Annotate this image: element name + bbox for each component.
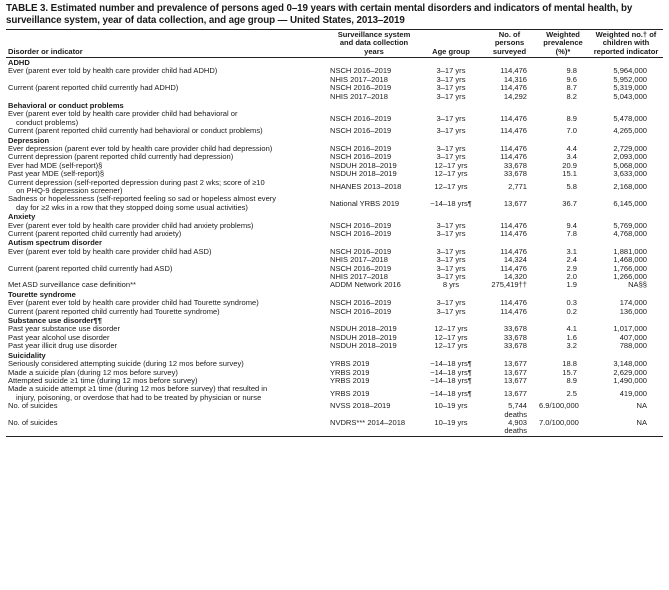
age-cell: 3–17 yrs bbox=[436, 298, 466, 308]
persons-cell: 4,903 deaths bbox=[504, 417, 527, 436]
system-cell: NSDUH 2018–2019 bbox=[330, 324, 397, 334]
age-cell: 3–17 yrs bbox=[436, 126, 466, 136]
indicator-label: Past year illicit drug use disorder bbox=[8, 341, 118, 351]
prevalence-cell: 15.7 bbox=[562, 367, 577, 377]
section-heading: Autism spectrum disorder bbox=[8, 238, 102, 248]
system-cell: ADDM Network 2016 bbox=[330, 280, 401, 290]
header-system: Surveillance system and data collection years bbox=[337, 30, 411, 56]
persons-cell: 33,678 bbox=[503, 332, 527, 342]
prevalence-cell: 7.8 bbox=[566, 229, 577, 239]
age-cell: 3–17 yrs bbox=[436, 91, 466, 101]
age-cell: 12–17 yrs bbox=[434, 332, 468, 342]
prevalence-cell: 8.9 bbox=[566, 375, 577, 385]
indicator-label: Current (parent reported child currently had ASD) bbox=[8, 263, 173, 273]
system-cell: YRBS 2019 bbox=[330, 367, 370, 377]
system-cell: NSCH 2016–2019 bbox=[330, 143, 392, 153]
indicator-label: Ever depression (parent ever told by health care provider child had depression) bbox=[8, 143, 273, 153]
age-cell: 3–17 yrs bbox=[436, 272, 466, 282]
header-disorder: Disorder or indicator bbox=[8, 46, 83, 56]
age-cell: 3–17 yrs bbox=[436, 263, 466, 273]
system-cell: NSCH 2016–2019 bbox=[330, 83, 392, 93]
indicator-label: Met ASD surveillance case definition** bbox=[8, 280, 136, 290]
header-age: Age group bbox=[432, 46, 470, 56]
prevalence-cell: 0.2 bbox=[566, 306, 577, 316]
prevalence-cell: 9.4 bbox=[566, 220, 577, 230]
age-cell: 3–17 yrs bbox=[436, 229, 466, 239]
prevalence-cell: 6.9/100,000 bbox=[539, 401, 579, 411]
table-row bbox=[6, 402, 663, 419]
age-cell: ~14–18 yrs¶ bbox=[430, 198, 472, 208]
persons-cell: 114,476 bbox=[500, 126, 527, 136]
section-heading: Anxiety bbox=[8, 212, 36, 222]
age-cell: 8 yrs bbox=[442, 280, 460, 290]
indicator-label: Past year substance use disorder bbox=[8, 324, 121, 334]
header-prevalence: Weighted prevalence (%)* bbox=[543, 30, 583, 56]
weighted-no-cell: 5,319,000 bbox=[613, 83, 647, 93]
indicator-label: Current (parent reported child currently had behavioral or conduct problems) bbox=[8, 126, 263, 136]
prevalence-cell: 8.9 bbox=[566, 113, 577, 123]
system-cell: NSDUH 2018–2019 bbox=[330, 169, 397, 179]
persons-cell: 114,476 bbox=[500, 246, 527, 256]
weighted-no-cell: 1,881,000 bbox=[613, 246, 647, 256]
prevalence-cell: 2.0 bbox=[566, 272, 577, 282]
indicator-label: Past year MDE (self-report)§ bbox=[8, 169, 105, 179]
indicator-label: Current (parent reported child currently had ADHD) bbox=[8, 83, 179, 93]
section-heading: Behavioral or conduct problems bbox=[8, 100, 124, 110]
indicator-cell bbox=[6, 230, 328, 238]
prevalence-cell: 4.1 bbox=[566, 324, 577, 334]
weighted-no-cell: 1,490,000 bbox=[613, 375, 647, 385]
table-row bbox=[6, 308, 663, 316]
prevalence-cell: 8.7 bbox=[566, 83, 577, 93]
system-cell: YRBS 2019 bbox=[330, 375, 370, 385]
indicator-label-continued: injury, poisoning, or overdose that had to be treated by physician or nurse bbox=[16, 392, 262, 402]
age-cell: 3–17 yrs bbox=[436, 74, 466, 84]
age-cell: 3–17 yrs bbox=[436, 306, 466, 316]
persons-cell: 33,678 bbox=[503, 160, 527, 170]
age-cell: 12–17 yrs bbox=[434, 169, 468, 179]
indicator-label: Ever (parent ever told by health care provider child had ASD) bbox=[8, 246, 212, 256]
system-cell: NSCH 2016–2019 bbox=[330, 126, 392, 136]
data-table bbox=[6, 29, 663, 436]
prevalence-cell: 18.8 bbox=[562, 359, 577, 369]
age-cell: 3–17 yrs bbox=[436, 113, 466, 123]
persons-cell: 114,476 bbox=[500, 83, 527, 93]
indicator-cell bbox=[6, 93, 328, 101]
weighted-no-cell: 788,000 bbox=[619, 341, 647, 351]
persons-cell: 114,476 bbox=[500, 113, 527, 123]
system-cell: NSDUH 2018–2019 bbox=[330, 332, 397, 342]
weighted-no-cell: 5,952,000 bbox=[613, 74, 647, 84]
indicator-label: Ever (parent ever told by health care provider child had anxiety problems) bbox=[8, 220, 254, 230]
header-weighted-no: Weighted no.† of children with reported indicator bbox=[593, 30, 659, 56]
weighted-no-cell: 1,766,000 bbox=[613, 263, 647, 273]
indicator-label-continued: day for ≥2 wks in a row that they stopped doing some usual activities) bbox=[16, 202, 248, 212]
persons-cell: 275,419†† bbox=[491, 280, 527, 290]
weighted-no-cell: 3,633,000 bbox=[613, 169, 647, 179]
persons-cell: 114,476 bbox=[500, 263, 527, 273]
indicator-cell bbox=[6, 281, 328, 289]
indicator-cell bbox=[6, 179, 328, 196]
indicator-label: Ever had MDE (self-report)§ bbox=[8, 160, 103, 170]
indicator-cell bbox=[6, 265, 328, 273]
persons-cell: 33,678 bbox=[503, 341, 527, 351]
indicator-cell bbox=[6, 248, 328, 256]
indicator-label: Ever (parent ever told by health care provider child had ADHD) bbox=[8, 66, 218, 76]
age-cell: 3–17 yrs bbox=[436, 152, 466, 162]
weighted-no-cell: NA bbox=[636, 401, 647, 411]
indicator-label: Sadness or hopelessness (self-reported feeling so sad or hopeless almost every bbox=[8, 194, 277, 204]
section-heading: Tourette syndrome bbox=[8, 289, 76, 299]
age-cell: 12–17 yrs bbox=[434, 160, 468, 170]
age-cell: 3–17 yrs bbox=[436, 66, 466, 76]
persons-cell: 114,476 bbox=[500, 220, 527, 230]
prevalence-cell: 1.6 bbox=[566, 332, 577, 342]
system-cell: NSCH 2016–2019 bbox=[330, 306, 392, 316]
weighted-no-cell: 174,000 bbox=[619, 298, 647, 308]
age-cell: ~14–18 yrs¶ bbox=[430, 375, 472, 385]
persons-cell: 14,316 bbox=[503, 74, 527, 84]
indicator-cell bbox=[6, 385, 328, 402]
indicator-label: Made a suicide plan (during 12 mos before survey) bbox=[8, 367, 178, 377]
table-row bbox=[6, 195, 663, 212]
persons-cell: 13,677 bbox=[503, 375, 527, 385]
persons-cell: 114,476 bbox=[500, 152, 527, 162]
weighted-no-cell: 1,266,000 bbox=[613, 272, 647, 282]
weighted-no-cell: 4,265,000 bbox=[613, 126, 647, 136]
table-row bbox=[6, 179, 663, 196]
weighted-no-cell: 5,043,000 bbox=[613, 91, 647, 101]
indicator-label: Seriously considered attempting suicide (during 12 mos before survey) bbox=[8, 359, 244, 369]
system-cell: NSDUH 2018–2019 bbox=[330, 160, 397, 170]
weighted-no-cell: NA§§ bbox=[628, 280, 647, 290]
weighted-no-cell: 136,000 bbox=[619, 306, 647, 316]
indicator-cell bbox=[6, 127, 328, 135]
indicator-label: Current depression (parent reported child currently had depression) bbox=[8, 152, 234, 162]
weighted-no-cell: 1,017,000 bbox=[613, 324, 647, 334]
indicator-cell bbox=[6, 308, 328, 316]
system-cell: NSCH 2016–2019 bbox=[330, 220, 392, 230]
header-row bbox=[6, 30, 663, 58]
age-cell: 3–17 yrs bbox=[436, 83, 466, 93]
system-cell: NVDRS*** 2014–2018 bbox=[330, 417, 406, 427]
indicator-cell bbox=[6, 67, 328, 75]
indicator-cell bbox=[6, 342, 328, 350]
persons-cell: 114,476 bbox=[500, 229, 527, 239]
persons-cell: 5,744 deaths bbox=[504, 401, 527, 419]
system-cell: NSCH 2016–2019 bbox=[330, 229, 392, 239]
indicator-label: No. of suicides bbox=[8, 401, 58, 411]
system-cell: NHIS 2017–2018 bbox=[330, 272, 388, 282]
persons-cell: 13,677 bbox=[503, 367, 527, 377]
system-cell: NHIS 2017–2018 bbox=[330, 255, 388, 265]
indicator-label: Current (parent reported child currently had anxiety) bbox=[8, 229, 182, 239]
weighted-no-cell: 6,145,000 bbox=[613, 198, 647, 208]
age-cell: 12–17 yrs bbox=[434, 341, 468, 351]
indicator-label-continued: conduct problems) bbox=[16, 117, 79, 127]
prevalence-cell: 0.3 bbox=[566, 298, 577, 308]
indicator-label: Ever (parent ever told by health care provider child had Tourette syndrome) bbox=[8, 298, 259, 308]
age-cell: 3–17 yrs bbox=[436, 220, 466, 230]
prevalence-cell: 3.4 bbox=[566, 152, 577, 162]
age-cell: 3–17 yrs bbox=[436, 246, 466, 256]
system-cell: NHIS 2017–2018 bbox=[330, 91, 388, 101]
table-row bbox=[6, 281, 663, 289]
indicator-label: Past year alcohol use disorder bbox=[8, 332, 110, 342]
system-cell: NSCH 2016–2019 bbox=[330, 66, 392, 76]
prevalence-cell: 7.0/100,000 bbox=[539, 417, 579, 427]
persons-cell: 114,476 bbox=[500, 143, 527, 153]
indicator-cell bbox=[6, 419, 328, 436]
indicator-label: Made a suicide attempt ≥1 time (during 12 mos before survey) that resulted in bbox=[8, 384, 268, 394]
age-cell: ~14–18 yrs¶ bbox=[430, 359, 472, 369]
persons-cell: 13,677 bbox=[503, 359, 527, 369]
age-cell: 10–19 yrs bbox=[434, 417, 468, 427]
table-row bbox=[6, 110, 663, 127]
indicator-label: Current (parent reported child currently had Tourette syndrome) bbox=[8, 306, 220, 316]
persons-cell: 14,324 bbox=[503, 255, 527, 265]
prevalence-cell: 5.8 bbox=[566, 181, 577, 191]
section-heading: ADHD bbox=[8, 57, 30, 67]
indicator-cell bbox=[6, 402, 328, 419]
system-cell: NHIS 2017–2018 bbox=[330, 74, 388, 84]
prevalence-cell: 15.1 bbox=[562, 169, 577, 179]
indicator-cell bbox=[6, 195, 328, 212]
weighted-no-cell: 2,629,000 bbox=[613, 367, 647, 377]
system-cell: NSCH 2016–2019 bbox=[330, 298, 392, 308]
persons-cell: 33,678 bbox=[503, 324, 527, 334]
persons-cell: 13,677 bbox=[503, 388, 527, 398]
indicator-label: Ever (parent ever told by health care provider child had behavioral or bbox=[8, 109, 238, 119]
table-row bbox=[6, 127, 663, 135]
bottom-rule bbox=[6, 436, 663, 437]
table-row bbox=[6, 93, 663, 101]
prevalence-cell: 2.4 bbox=[566, 255, 577, 265]
weighted-no-cell: 2,729,000 bbox=[613, 143, 647, 153]
table-row bbox=[6, 342, 663, 350]
system-cell: NSCH 2016–2019 bbox=[330, 152, 392, 162]
system-cell: NVSS 2018–2019 bbox=[330, 401, 391, 411]
prevalence-cell: 9.8 bbox=[566, 66, 577, 76]
indicator-label: No. of suicides bbox=[8, 417, 58, 427]
weighted-no-cell: 2,168,000 bbox=[613, 181, 647, 191]
prevalence-cell: 9.6 bbox=[566, 74, 577, 84]
indicator-label: Current depression (self-reported depression during past 2 wks; score of ≥10 bbox=[8, 177, 265, 187]
indicator-label: Attempted suicide ≥1 time (during 12 mos before survey) bbox=[8, 375, 198, 385]
weighted-no-cell: 1,468,000 bbox=[613, 255, 647, 265]
section-heading: Suicidality bbox=[8, 350, 46, 360]
persons-cell: 33,678 bbox=[503, 169, 527, 179]
weighted-no-cell: 4,768,000 bbox=[613, 229, 647, 239]
system-cell: YRBS 2019 bbox=[330, 388, 370, 398]
weighted-no-cell: 2,093,000 bbox=[613, 152, 647, 162]
section-heading: Substance use disorder¶¶ bbox=[8, 316, 102, 326]
system-cell: National YRBS 2019 bbox=[330, 198, 400, 208]
table-row bbox=[6, 385, 663, 402]
weighted-no-cell: 419,000 bbox=[619, 388, 647, 398]
table-row bbox=[6, 419, 663, 436]
prevalence-cell: 36.7 bbox=[562, 198, 577, 208]
system-cell: YRBS 2019 bbox=[330, 359, 370, 369]
age-cell: 3–17 yrs bbox=[436, 143, 466, 153]
prevalence-cell: 20.9 bbox=[562, 160, 577, 170]
prevalence-cell: 1.9 bbox=[566, 280, 577, 290]
weighted-no-cell: NA bbox=[636, 417, 647, 427]
weighted-no-cell: 5,068,000 bbox=[613, 160, 647, 170]
prevalence-cell: 8.2 bbox=[566, 91, 577, 101]
header-persons: No. of persons surveyed bbox=[492, 30, 527, 56]
indicator-label-continued: on PHQ-9 depression screener) bbox=[16, 185, 123, 195]
system-cell: NSCH 2016–2019 bbox=[330, 113, 392, 123]
system-cell: NSDUH 2018–2019 bbox=[330, 341, 397, 351]
prevalence-cell: 3.1 bbox=[566, 246, 577, 256]
age-cell: 3–17 yrs bbox=[436, 255, 466, 265]
table-row bbox=[6, 230, 663, 238]
table-body bbox=[6, 57, 663, 435]
indicator-cell bbox=[6, 110, 328, 127]
age-cell: ~14–18 yrs¶ bbox=[430, 388, 472, 398]
weighted-no-cell: 5,769,000 bbox=[613, 220, 647, 230]
persons-cell: 13,677 bbox=[503, 198, 527, 208]
indicator-cell bbox=[6, 84, 328, 92]
prevalence-cell: 3.2 bbox=[566, 341, 577, 351]
system-cell: NSCH 2016–2019 bbox=[330, 246, 392, 256]
weighted-no-cell: 407,000 bbox=[619, 332, 647, 342]
system-cell: NHANES 2013–2018 bbox=[330, 181, 402, 191]
persons-cell: 114,476 bbox=[500, 66, 527, 76]
prevalence-cell: 7.0 bbox=[566, 126, 577, 136]
age-cell: 10–19 yrs bbox=[434, 401, 468, 411]
prevalence-cell: 2.9 bbox=[566, 263, 577, 273]
persons-cell: 114,476 bbox=[500, 306, 527, 316]
weighted-no-cell: 3,148,000 bbox=[613, 359, 647, 369]
prevalence-cell: 2.5 bbox=[566, 388, 577, 398]
weighted-no-cell: 5,964,000 bbox=[613, 66, 647, 76]
age-cell: ~14–18 yrs¶ bbox=[430, 367, 472, 377]
system-cell: NSCH 2016–2019 bbox=[330, 263, 392, 273]
age-cell: 12–17 yrs bbox=[434, 181, 468, 191]
prevalence-cell: 4.4 bbox=[566, 143, 577, 153]
persons-cell: 14,292 bbox=[503, 91, 527, 101]
age-cell: 12–17 yrs bbox=[434, 324, 468, 334]
persons-cell: 114,476 bbox=[500, 298, 527, 308]
section-heading: Depression bbox=[8, 135, 50, 145]
table-title: TABLE 3. Estimated number and prevalence of persons aged 0–19 years with certain mental disorders and indicators of mental health, by surveillance system, year of data collection, and age group — United States, 2013–2019 bbox=[6, 3, 633, 26]
persons-cell: 2,771 bbox=[508, 181, 527, 191]
persons-cell: 14,320 bbox=[503, 272, 527, 282]
weighted-no-cell: 5,478,000 bbox=[613, 113, 647, 123]
